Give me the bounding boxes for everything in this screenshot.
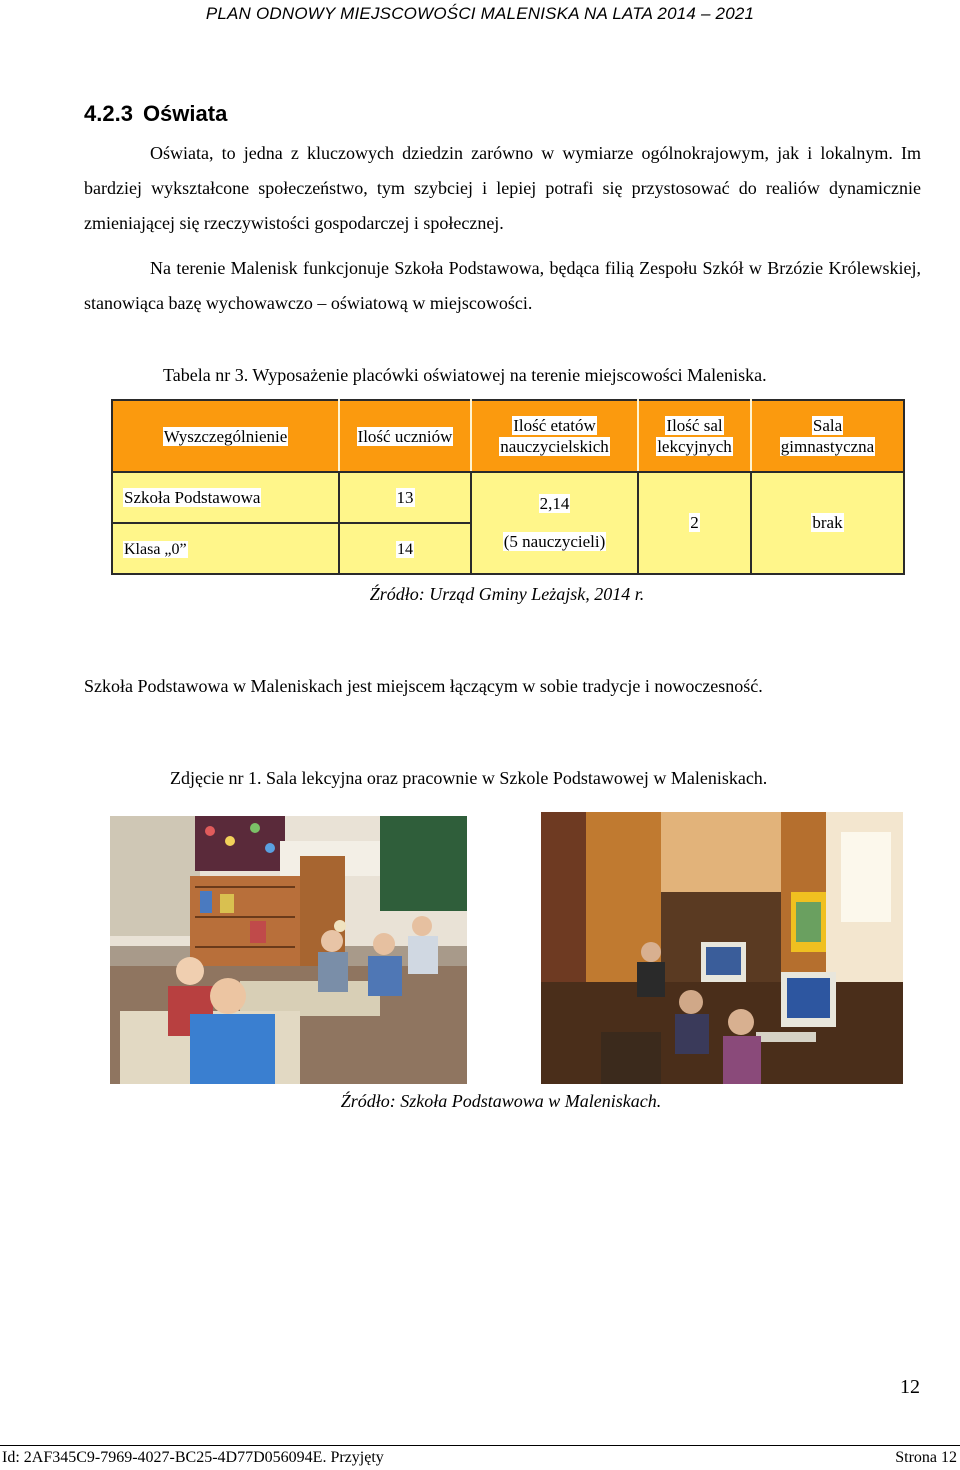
header-cell: Wyszczególnienie — [112, 400, 339, 472]
classroom-photo — [110, 816, 467, 1084]
paragraph-tradition: Szkoła Podstawowa w Maleniskach jest miejscem łączącym w sobie tradycje i nowoczesność. — [84, 676, 763, 696]
students-cell: 13 — [339, 472, 471, 523]
students-cell: 14 — [339, 523, 471, 574]
teachers-cell: 2,14 (5 nauczycieli) — [471, 472, 638, 574]
classrooms-cell: 2 — [638, 472, 751, 574]
header-cell: Ilość sal lekcyjnych — [638, 400, 751, 472]
paragraph-school: Na terenie Malenisk funkcjonuje Szkoła Podstawowa, będąca filią Zespołu Szkół w Brzózie Królewskiej, stanowiąca bazę wychowawczo – oświatową w miejscowości. — [84, 258, 921, 313]
page-number: 12 — [900, 1376, 920, 1398]
section-number: 4.2.3 — [84, 101, 133, 126]
section-heading — [84, 101, 227, 127]
table-source: Źródło: Urząd Gminy Leżajsk, 2014 r. — [369, 584, 645, 604]
photo-caption: Zdjęcie nr 1. Sala lekcyjna oraz pracownie w Szkole Podstawowej w Maleniskach. — [170, 768, 768, 788]
row-name-cell: Klasa „0” — [112, 523, 339, 574]
computer-lab-photo — [541, 812, 903, 1084]
photo-source: Źródło: Szkoła Podstawowa w Maleniskach. — [340, 1091, 662, 1111]
header-cell: Ilość etatów nauczycielskich — [471, 400, 638, 472]
paragraph-intro: Oświata, to jedna z kluczowych dziedzin zarówno w wymiarze ogólnokrajowym, jak i lokalnym. Im bardziej wykształcone społeczeństwo, tym szybciej i lepiej potrafi się przystosować do realiów dynamicznie zmieniającej się rzeczywistości gospodarczej i społecznej. — [84, 143, 921, 233]
footer-page-label: Strona 12 — [895, 1449, 957, 1466]
header-cell: Ilość uczniów — [339, 400, 471, 472]
equipment-table — [111, 399, 905, 575]
section-title: Oświata — [142, 101, 228, 126]
table-header-row — [112, 400, 904, 472]
table-caption: Tabela nr 3. Wyposażenie placówki oświatowej na terenie miejscowości Maleniska. — [163, 365, 767, 385]
header-cell: Sala gimnastyczna — [751, 400, 904, 472]
gym-cell: brak — [751, 472, 904, 574]
row-name-cell: Szkoła Podstawowa — [112, 472, 339, 523]
footer-divider — [0, 1445, 960, 1446]
table-row — [112, 472, 904, 523]
document-header: PLAN ODNOWY MIEJSCOWOŚCI MALENISKA NA LATA 2014 – 2021 — [205, 4, 755, 23]
footer-document-id: Id: 2AF345C9-7969-4027-BC25-4D77D056094E. Przyjęty — [2, 1449, 384, 1466]
